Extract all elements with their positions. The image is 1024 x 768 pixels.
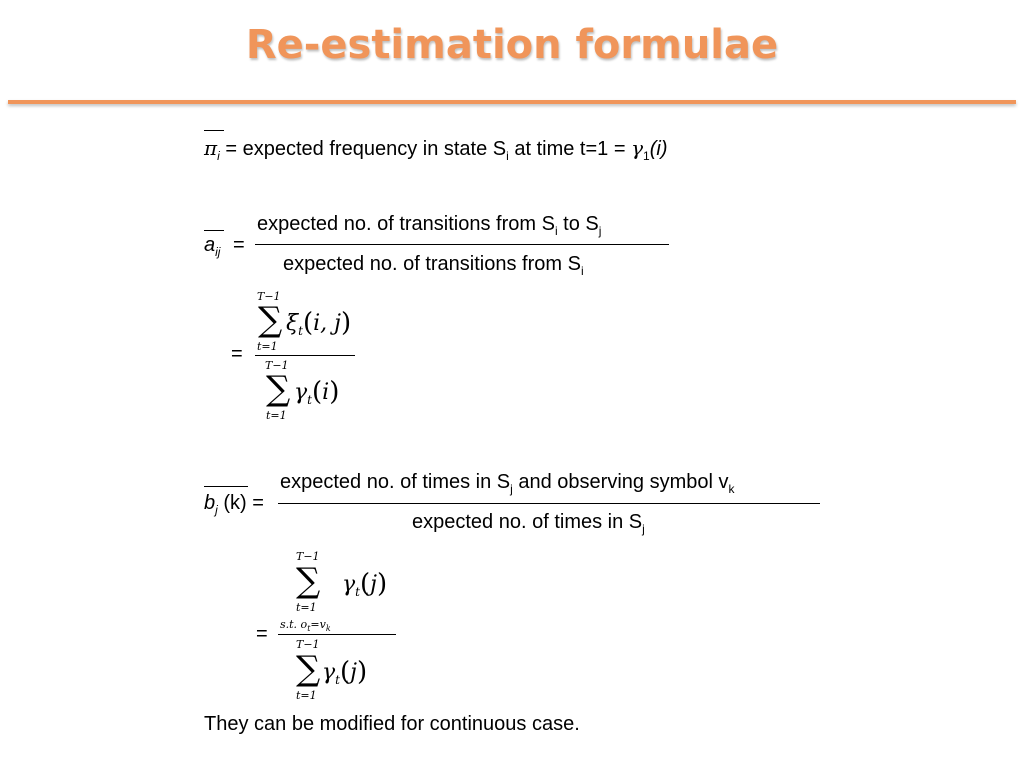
gamma-args: i xyxy=(322,380,330,405)
b-symbol: b xyxy=(204,492,216,514)
b-eq2: = xyxy=(256,623,268,645)
a-den-sum-lower: t=1 xyxy=(266,409,287,422)
a-sub: ij xyxy=(215,245,221,259)
b-gamma-symbol: γ xyxy=(342,572,356,597)
b-num-b: and observing symbol v xyxy=(512,471,729,493)
b-num-s2: k xyxy=(728,482,735,496)
b-den-sum-lower: t=1 xyxy=(296,689,317,702)
a-num-sum-lower: t=1 xyxy=(257,340,278,353)
pi-formula xyxy=(204,136,668,161)
a-eq2: = xyxy=(231,343,243,365)
a-bar xyxy=(204,230,224,231)
pi-s-sub: i xyxy=(506,149,509,163)
footer-note: They can be modified for continuous case. xyxy=(204,713,580,735)
pi-arg: (i) xyxy=(649,138,668,160)
pi-symbol: π xyxy=(204,136,218,160)
b-arg: (k) = xyxy=(223,492,264,514)
b-lhs xyxy=(204,492,264,515)
a-den-sigma: ∑ xyxy=(266,369,291,409)
a-num-s2: j xyxy=(598,224,602,238)
a-num-term: $\xi_t(i$, j) xyxy=(286,308,352,338)
b-den-term: $\gamma_t(j)$ xyxy=(322,657,368,687)
b-num-s1: j xyxy=(510,482,513,496)
gamma-sub: t xyxy=(307,393,312,407)
b-constraint xyxy=(280,618,331,631)
pi-gamma: γ xyxy=(631,136,644,160)
constraint-sub2: k xyxy=(325,624,331,633)
a-num-a: expected no. of transitions from S xyxy=(257,213,555,235)
pi-text-a: = expected frequency in state S xyxy=(225,138,507,160)
b-num-sum-lower: t=1 xyxy=(296,601,317,614)
b-numerator xyxy=(280,471,734,494)
a-eq: = xyxy=(233,234,245,256)
a-num-sum-upper: T−1 xyxy=(257,290,281,303)
xi-args: i, j xyxy=(313,311,341,336)
a-fraction-bar xyxy=(255,244,669,245)
a-den-a: expected no. of transitions from S xyxy=(283,253,581,275)
b-den-gamma-sub: t xyxy=(335,673,340,687)
b-num-a: expected no. of times in S xyxy=(280,471,511,493)
b-gamma-sub: t xyxy=(355,585,360,599)
b-bar xyxy=(204,486,248,487)
pi-text-b: at time t=1 = xyxy=(508,138,632,160)
a-sum-fraction-bar xyxy=(255,355,355,356)
slide-title: Re-estimation formulae xyxy=(245,22,779,68)
b-sum-fraction-bar xyxy=(278,634,396,635)
a-lhs xyxy=(204,234,220,257)
b-den-a: expected no. of times in S xyxy=(412,511,643,533)
pi-gamma-sub: 1 xyxy=(643,149,650,163)
b-gamma-args: j xyxy=(370,572,377,597)
b-num-sum-upper: T−1 xyxy=(296,550,320,563)
b-num-sigma: ∑ xyxy=(296,561,321,601)
constraint-b: =v xyxy=(310,618,326,631)
b-den-gamma-symbol: γ xyxy=(322,660,336,685)
a-numerator xyxy=(257,213,601,236)
a-num-s1: i xyxy=(554,224,558,238)
b-den-sum-upper: T−1 xyxy=(296,638,320,651)
b-sub: j xyxy=(215,503,218,517)
pi-bar xyxy=(204,130,224,131)
a-den-term: $\gamma_t(i)$ xyxy=(294,377,340,407)
xi-symbol: ξ xyxy=(286,311,299,336)
b-den-s: j xyxy=(642,522,645,536)
constraint-sub: t xyxy=(307,624,311,633)
a-num-b: to S xyxy=(557,213,599,235)
pi-sub: i xyxy=(217,149,220,163)
gamma-symbol: γ xyxy=(294,380,308,405)
b-fraction-bar xyxy=(278,503,820,504)
a-symbol: a xyxy=(204,234,216,256)
b-den-gamma-args: j xyxy=(350,660,357,685)
a-den-sum-upper: T−1 xyxy=(265,359,289,372)
a-den-s: i xyxy=(580,264,584,278)
constraint-a: s.t. o xyxy=(280,618,308,631)
b-den-sigma: ∑ xyxy=(296,649,321,689)
a-num-sigma: ∑ xyxy=(258,300,283,340)
a-denominator xyxy=(283,253,584,276)
b-num-term: $\gamma_t(j)$ xyxy=(342,569,388,599)
b-denominator xyxy=(412,511,645,534)
xi-sub: t xyxy=(298,324,303,338)
title-divider xyxy=(8,100,1016,104)
